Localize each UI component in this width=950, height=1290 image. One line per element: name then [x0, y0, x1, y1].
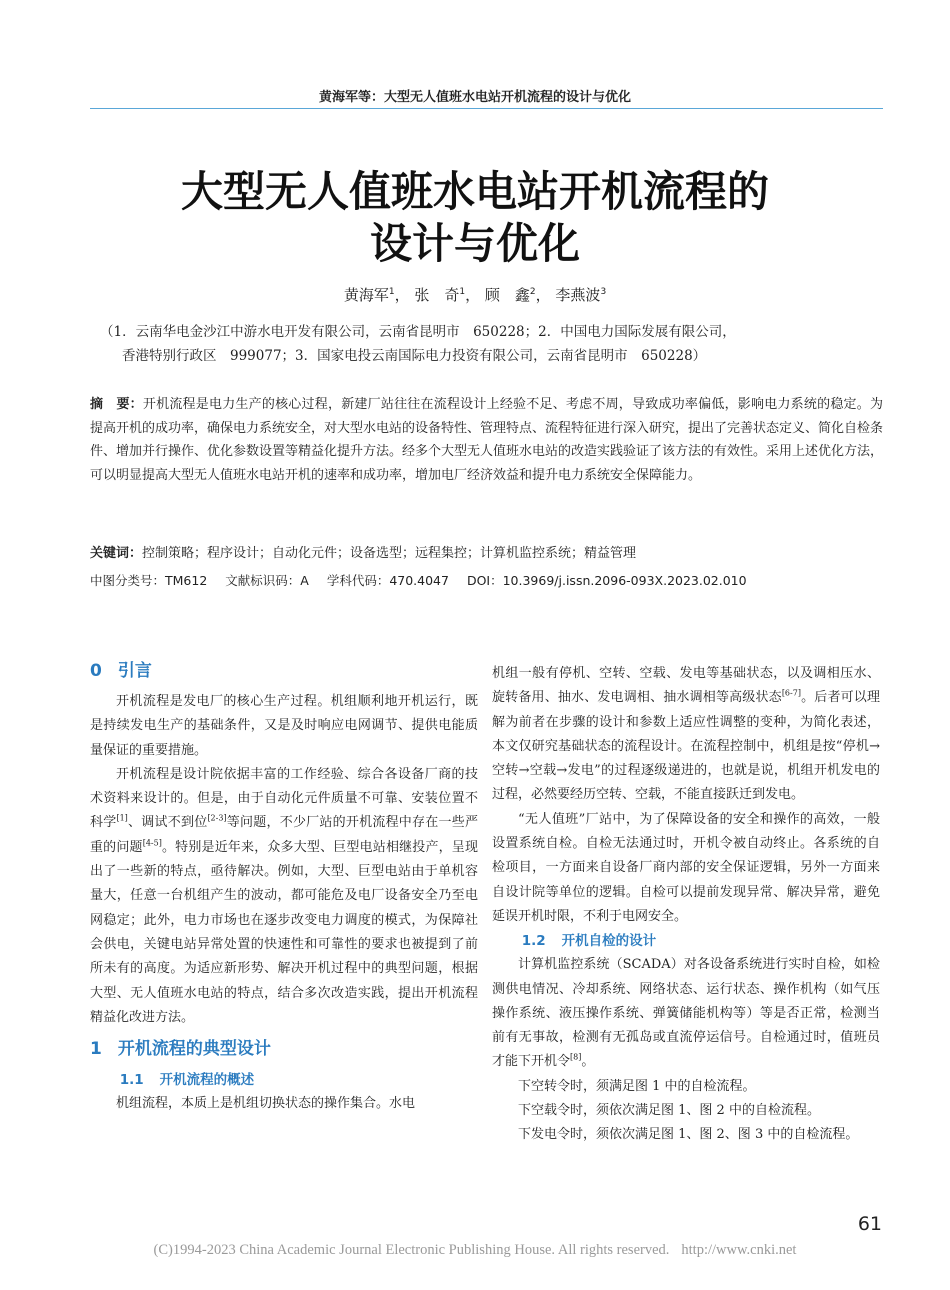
- author-2: 张 奇$^1$: [414, 286, 466, 304]
- author-list: 黄海军$^1$， 张 奇$^1$， 顾 鑫$^2$， 李燕波$^3$: [343, 286, 607, 304]
- keywords-text: 控制策略；程序设计；自动化元件；设备选型；远程集控；计算机监控系统；精益管理: [142, 546, 637, 561]
- affiliation-line-2: 香港特别行政区 999077；3．国家电投云南国际电力投资有限公司，云南省昆明市 650228）: [122, 348, 707, 364]
- paper-title: [0, 166, 950, 270]
- left-column: [90, 652, 478, 1116]
- author-4: 李燕波$^3$: [555, 286, 607, 304]
- classification-line: [90, 571, 883, 591]
- clc-code: 中图分类号：TM612: [90, 573, 208, 588]
- page-number: 61: [857, 1213, 882, 1235]
- cnki-url[interactable]: http://www.cnki.net: [681, 1242, 797, 1258]
- section-1-1-heading: 1.1 开机流程的概述: [119, 1072, 255, 1089]
- copyright-line: [0, 1242, 950, 1259]
- subject-code: 学科代码：470.4047: [326, 573, 449, 588]
- paragraph: 开机流程是设计院依据丰富的工作经验、综合各设备厂商的技术资料来设计的。但是，由于自动化元件质量不可靠、安装位置不科学[1]、调试不到位[2-3]等问题，不少厂站的开机流程中存在一些严重的问题[4-5]。特别是近年来，众多大型、巨型电站相继投产，呈现出了一些新的特点，亟待解决。例如，大型、巨型电站由于单机容量大，任意一台机组产生的波动，都可能危及电厂设备安全乃至电网稳定；此外，电力市场也在逐步改变电力调度的模式，为保障社会供电，关键电站异常处置的快速性和可靠性的要求也被提到了前所未有的高度。为适应新形势、解决开机过程中的典型问题，根据大型、无人值班水电站的特点，结合多次改造实践，提出开机流程精益化改进方法。: [90, 766, 478, 1025]
- paragraph: 下空转令时，须满足图 1 中的自检流程。: [518, 1078, 756, 1094]
- author-1: 黄海军$^1$: [343, 286, 395, 304]
- copyright-text: (C)1994-2023 China Academic Journal Electronic Publishing House. All rights reserved.: [153, 1242, 670, 1258]
- abstract-label: 摘 要：: [90, 397, 143, 412]
- affiliations: [100, 320, 860, 368]
- doi: DOI：10.3969/j.issn.2096-093X.2023.02.010: [466, 573, 747, 588]
- running-header: 黄海军等：大型无人值班水电站开机流程的设计与优化: [318, 90, 631, 105]
- keywords-label: 关键词：: [90, 546, 143, 561]
- paragraph: 机组流程，本质上是机组切换状态的操作集合。水电: [116, 1096, 416, 1112]
- paragraph: 下发电令时，须依次满足图 1、图 2、图 3 中的自检流程。: [518, 1127, 859, 1143]
- section-0-heading: 0 引言: [90, 661, 152, 681]
- right-column: [492, 662, 880, 1148]
- author-3: 顾 鑫$^2$: [484, 286, 536, 304]
- paragraph: 计算机监控系统（SCADA）对各设备系统进行实时自检，如检测供电情况、冷却系统、网络状态、运行状态、操作机构（如气压操作系统、液压操作系统、弹簧储能机构等）等是否正常，检测当前有无事故，检测有无孤岛或直流停运信号。自检通过时，值班员才能下开机令[8]。: [492, 957, 880, 1070]
- section-1-heading: 1 开机流程的典型设计: [90, 1039, 271, 1060]
- paragraph: 下空载令时，须依次满足图 1、图 2 中的自检流程。: [518, 1103, 820, 1119]
- keywords: [90, 543, 883, 565]
- title-line-1: 大型无人值班水电站开机流程的: [180, 167, 769, 216]
- document-code: 文献标识码：A: [225, 573, 309, 588]
- paragraph: 开机流程是发电厂的核心生产过程。机组顺利地开机运行，既是持续发电生产的基础条件，又是及时响应电网调节、提供电能质量保证的重要措施。: [90, 694, 478, 758]
- paragraph: “无人值班”厂站中，为了保障设备的安全和操作的高效，一般设置系统自检。自检无法通过时，开机令被自动终止。各系统的自检项目，一方面来自设备厂商内部的安全保证逻辑，另外一方面来自设计院等单位的逻辑。自检可以提前发现异常、解决异常，避免延误开机时限，不利于电网安全。: [492, 811, 880, 924]
- section-1-2-heading: 1.2 开机自检的设计: [521, 933, 657, 950]
- paragraph: 机组一般有停机、空转、空载、发电等基础状态，以及调相压水、旋转备用、抽水、发电调相、抽水调相等高级状态[6-7]。后者可以理解为前者在步骤的设计和参数上适应性调整的变种，为简化表述，本文仅研究基础状态的流程设计。在流程控制中，机组是按“停机→空转→空载→发电”的过程逐级递进的，也就是说，机组开机发电的过程，必然要经历空转、空载，不能直接跃迁到发电。: [492, 666, 880, 803]
- affiliation-line-1: （1．云南华电金沙江中游水电开发有限公司，云南省昆明市 650228；2．中国电力国际发展有限公司，: [100, 324, 736, 340]
- abstract: [90, 393, 883, 487]
- title-line-2: 设计与优化: [369, 219, 580, 268]
- header-rule: [90, 108, 883, 109]
- abstract-text: 开机流程是电力生产的核心过程，新建厂站往往在流程设计上经验不足、考虑不周，导致成功率偏低，影响电力系统的稳定。为提高开机的成功率，确保电力系统安全，对大型水电站的设备特性、管理特点、流程特征进行深入研究，提出了完善状态定义、简化自检条件、增加并行操作、优化参数设置等精益化提升方法。经多个大型无人值班水电站的改造实践验证了该方法的有效性。采用上述优化方法，可以明显提高大型无人值班水电站开机的速率和成功率，增加电厂经济效益和提升电力系统安全保障能力。: [90, 397, 884, 483]
